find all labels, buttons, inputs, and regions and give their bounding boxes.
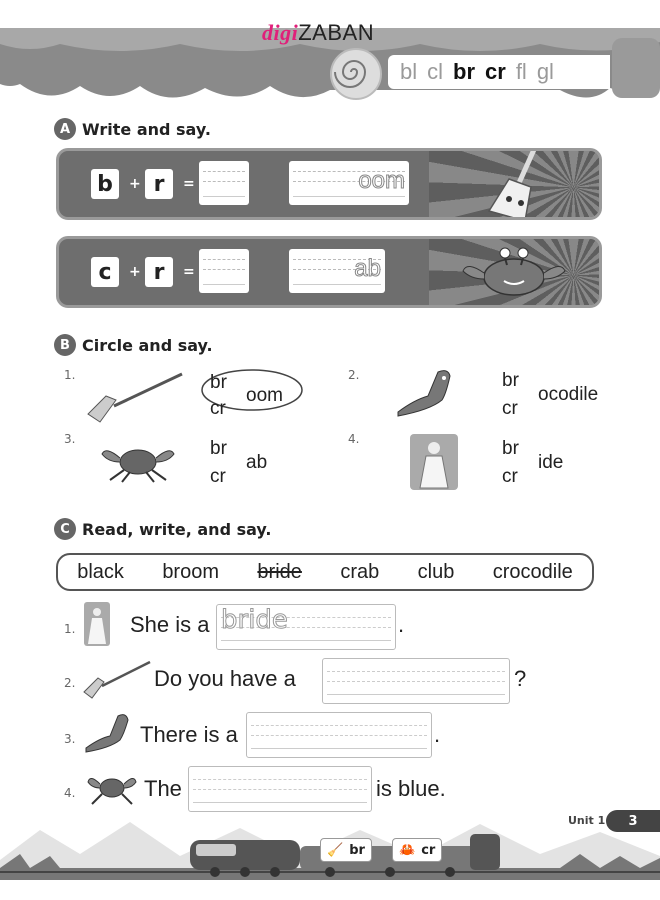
sentence-answer-box[interactable]	[216, 604, 396, 650]
sentence-text: The	[144, 776, 182, 801]
tag-label: br	[349, 842, 365, 858]
item-number: 4.	[348, 432, 360, 446]
traced-ending: ab	[354, 255, 381, 282]
letter-box: b	[91, 169, 119, 199]
sentence-punct: .	[434, 722, 441, 747]
broom-icon	[82, 660, 152, 700]
sentence-answer-box[interactable]	[246, 712, 432, 758]
letter-box: r	[145, 257, 173, 287]
logo-digi: digi	[262, 20, 299, 45]
sentence-punct: is blue.	[376, 776, 446, 801]
crab-icon	[100, 432, 176, 484]
sentence-punct: ?	[514, 666, 527, 691]
blend-panel-cr	[56, 236, 602, 308]
blend-panel-br	[56, 148, 602, 220]
equals-sign: =	[183, 264, 195, 280]
sound-br: br	[453, 59, 476, 84]
train-tag-cr	[392, 838, 442, 862]
traced-ending: oom	[358, 167, 405, 194]
sentence-number: 1.	[64, 622, 76, 636]
section-a-badge: A	[54, 118, 76, 140]
item-number: 3.	[64, 432, 76, 446]
crab-icon	[86, 766, 138, 808]
word-ending: ide	[538, 452, 564, 473]
bride-icon	[84, 602, 110, 646]
train-tag-br	[320, 838, 372, 862]
sentence-punct: .	[398, 612, 405, 637]
word-ending: ocodile	[538, 384, 599, 405]
section-c-badge: C	[54, 518, 76, 540]
sentence-number: 3.	[64, 732, 76, 746]
word-bank-item: broom	[162, 560, 220, 583]
crab-icon: 🦀	[399, 842, 416, 858]
section-b-badge: B	[54, 334, 76, 356]
logo	[262, 20, 374, 46]
crab-icon	[459, 239, 569, 305]
word-ending: oom	[246, 385, 283, 406]
sound-bl: bl	[400, 59, 418, 84]
sentence-answer-box[interactable]	[188, 766, 372, 812]
sentence-text: She is a	[130, 612, 210, 637]
sound-cr: cr	[485, 59, 506, 84]
word-bank	[56, 553, 594, 591]
item-number: 2.	[348, 368, 360, 382]
sentence-text: Do you have a	[154, 666, 296, 691]
broom-icon	[86, 370, 186, 426]
blend-answer-box[interactable]	[199, 161, 249, 205]
option-cr[interactable]: cr	[210, 466, 226, 487]
option-br[interactable]: br	[502, 438, 519, 459]
phonics-sounds-bar	[388, 55, 610, 89]
word-bank-item: black	[77, 560, 124, 583]
crocodile-icon	[84, 712, 134, 754]
letter-box: r	[145, 169, 173, 199]
word-bank-item: crab	[340, 560, 380, 583]
unit-label: Unit 1	[568, 814, 606, 827]
logo-zaban: ZABAN	[298, 20, 375, 45]
broom-icon	[473, 148, 559, 220]
word-bank-item: crocodile	[492, 560, 573, 583]
section-c-title: Read, write, and say.	[82, 519, 272, 539]
option-br[interactable]: br	[210, 372, 227, 393]
word-bank-item: club	[417, 560, 455, 583]
option-br[interactable]: br	[502, 370, 519, 391]
section-c-heading	[54, 518, 271, 540]
sentence-text: There is a	[140, 722, 238, 747]
plus-sign: +	[129, 176, 141, 192]
sound-cl: cl	[427, 59, 444, 84]
bride-icon	[410, 434, 458, 490]
blend-answer-box[interactable]	[199, 249, 249, 293]
letter-box: c	[91, 257, 119, 287]
option-cr[interactable]: cr	[502, 398, 518, 419]
sound-gl: gl	[536, 59, 554, 84]
answer-text: bride	[221, 605, 288, 635]
option-cr[interactable]: cr	[502, 466, 518, 487]
sentence-number: 2.	[64, 676, 76, 690]
word-answer-box[interactable]	[289, 161, 409, 205]
option-cr[interactable]: cr	[210, 398, 226, 419]
plus-sign: +	[129, 264, 141, 280]
word-bank-item-used: bride	[257, 560, 302, 583]
word-ending: ab	[246, 452, 268, 473]
item-number: 1.	[64, 368, 76, 382]
section-a-heading	[54, 118, 211, 140]
word-answer-box[interactable]	[289, 249, 385, 293]
equals-sign: =	[183, 176, 195, 192]
section-b-heading	[54, 334, 213, 356]
broom-icon: 🧹	[327, 842, 344, 858]
swirl-icon	[330, 48, 382, 100]
option-br[interactable]: br	[210, 438, 227, 459]
tag-label: cr	[421, 842, 436, 858]
sentence-answer-box[interactable]	[322, 658, 510, 704]
sentence-number: 4.	[64, 786, 76, 800]
crocodile-icon	[394, 366, 464, 420]
section-b-title: Circle and say.	[82, 335, 213, 355]
page-number: 3	[606, 810, 660, 832]
sound-fl: fl	[515, 59, 527, 84]
section-a-title: Write and say.	[82, 119, 211, 139]
